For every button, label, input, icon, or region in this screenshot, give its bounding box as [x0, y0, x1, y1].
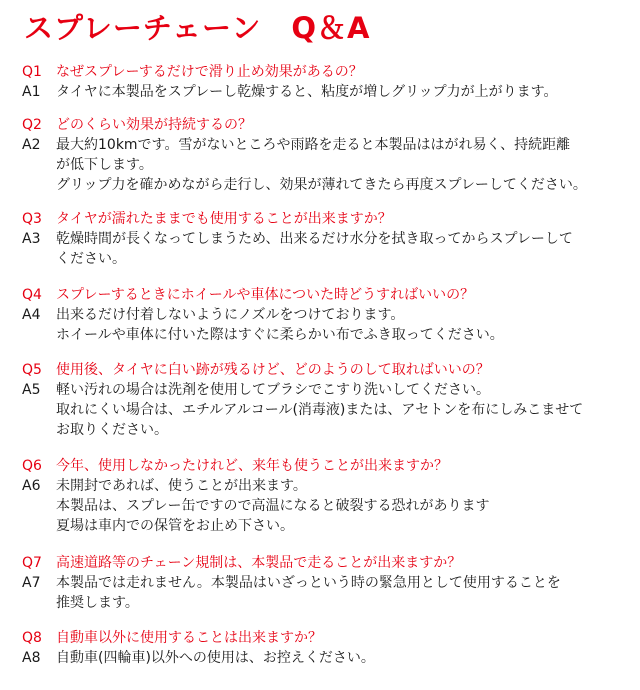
question-tag: Q4: [22, 287, 42, 303]
question-6: [22, 456, 626, 476]
question-text: どのくらい効果が持続するの？: [56, 117, 252, 133]
question-text: タイヤが濡れたままでも使用することが出来ますか？: [56, 211, 392, 227]
answer-line: 本製品では走れません。本製品はいざっという時の緊急用として使用することを: [56, 575, 561, 591]
answer-line: 未開封であれば、使うことが出来ます。: [56, 478, 307, 494]
question-5: [22, 360, 626, 380]
qa-item-4: [22, 285, 626, 345]
qa-item-1: [22, 62, 626, 102]
question-text: スプレーするときにホイールや車体についた時どうすればいいの？: [56, 287, 475, 303]
answer-line: ホイールや車体に付いた際はすぐに柔らかい布でふき取ってください。: [56, 327, 504, 343]
question-tag: Q7: [22, 555, 42, 571]
question-tag: Q1: [22, 64, 42, 80]
question-tag: Q2: [22, 117, 42, 133]
question-2: [22, 115, 626, 135]
qa-item-5: [22, 360, 626, 440]
question-tag: Q8: [22, 630, 42, 646]
question-3: [22, 209, 626, 229]
answer-tag: A2: [22, 137, 41, 153]
answer-line: グリップ力を確かめながら走行し、効果が薄れてきたら再度スプレーしてください。: [56, 177, 587, 193]
question-8: [22, 628, 626, 648]
answer-line: 自動車(四輪車)以外への使用は、お控えください。: [56, 650, 375, 666]
qa-item-6: [22, 456, 626, 536]
answer-4: [22, 305, 626, 345]
qa-item-7: [22, 553, 626, 613]
answer-line: 本製品は、スプレー缶ですので高温になると破裂する恐れがあります: [56, 498, 490, 514]
page-title: スプレーチェーン Q＆A: [24, 11, 371, 45]
answer-3: [22, 229, 626, 269]
question-text: 今年、使用しなかったけれど、来年も使うことが出来ますか？: [56, 458, 448, 474]
answer-tag: A8: [22, 650, 41, 666]
question-tag: Q3: [22, 211, 42, 227]
answer-line: 夏場は車内での保管をお止め下さい。: [56, 518, 294, 534]
answer-line: 出来るだけ付着しないようにノズルをつけております。: [56, 307, 405, 323]
answer-tag: A5: [22, 382, 41, 398]
answer-tag: A6: [22, 478, 41, 494]
answer-line: 推奨します。: [56, 595, 139, 611]
qa-item-3: [22, 209, 626, 269]
question-text: 高速道路等のチェーン規制は、本製品で走ることが出来ますか？: [56, 555, 462, 571]
answer-5: [22, 380, 626, 440]
question-4: [22, 285, 626, 305]
question-tag: Q6: [22, 458, 42, 474]
answer-line: 最大約10kmです。雪がないところや雨路を走ると本製品ははがれ易く、持続距離: [56, 137, 571, 153]
question-text: 自動車以外に使用することは出来ますか？: [56, 630, 322, 646]
answer-line: お取りください。: [56, 422, 168, 438]
answer-line: 軽い汚れの場合は洗剤を使用してブラシでこすり洗いしてください。: [56, 382, 490, 398]
qa-item-2: [22, 115, 626, 195]
answer-line: タイヤに本製品をスプレーし乾燥すると、粘度が増しグリップ力が上がります。: [56, 84, 558, 100]
answer-line: が低下します。: [56, 157, 153, 173]
answer-7: [22, 573, 626, 613]
answer-1: [22, 82, 626, 102]
answer-tag: A1: [22, 84, 41, 100]
question-1: [22, 62, 626, 82]
answer-line: 乾燥時間が長くなってしまうため、出来るだけ水分を拭き取ってからスプレーして: [56, 231, 573, 247]
question-text: なぜスプレーするだけで滑り止め効果があるの？: [56, 64, 363, 80]
question-7: [22, 553, 626, 573]
answer-tag: A4: [22, 307, 41, 323]
answer-2: [22, 135, 626, 195]
answer-6: [22, 476, 626, 536]
answer-line: ください。: [56, 251, 126, 267]
answer-line: 取れにくい場合は、エチルアルコール(消毒液)または、アセトンを布にしみこませて: [56, 402, 584, 418]
question-tag: Q5: [22, 362, 42, 378]
answer-8: [22, 648, 626, 668]
answer-tag: A3: [22, 231, 41, 247]
question-text: 使用後、タイヤに白い跡が残るけど、どのようのして取ればいいの？: [56, 362, 490, 378]
qa-item-8: [22, 628, 626, 668]
answer-tag: A7: [22, 575, 41, 591]
